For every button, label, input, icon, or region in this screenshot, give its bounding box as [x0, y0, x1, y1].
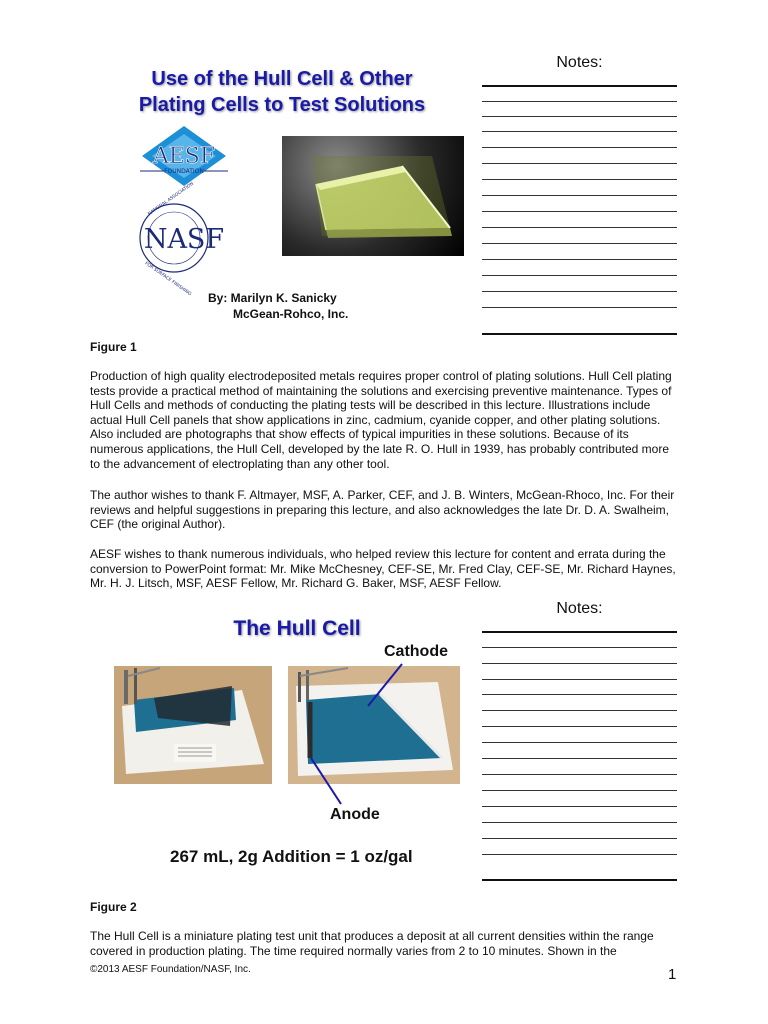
slide-figure-1 [92, 46, 677, 336]
slide-figure-2 [92, 592, 677, 882]
notes-label: Notes: [556, 54, 603, 71]
footer-copyright: ©2013 AESF Foundation/NASF, Inc. [90, 964, 251, 975]
figure-2-label: Figure 2 [90, 900, 137, 914]
paragraph-intro: Production of high quality electrodeposited metals requires proper control of plating solutions. Hull Cell plating tests provide a practical method of maintaining the solutions and exercising preventive maintenance. Types of Hull Cells and methods of conducting the plating tests will be described in this lecture. Illustrations include actual Hull Cell panels that show applications in zinc, cadmium, cyanide copper, and other plating solutions. Also included are photographs that show effects of typical impurities in these solutions. Because of its numerous applications, the Hull Cell, developed by the late R. O. Hull in 1939, has probably contributed more to the advancement of electroplating than any other tool. [90, 369, 672, 471]
hull-cell-photo [282, 136, 464, 256]
cathode-label: Cathode [384, 643, 448, 660]
paragraph-acknowledgement-author: The author wishes to thank F. Altmayer, MSF, A. Parker, CEF, and J. B. Winters, McGean-Rhoco, Inc. For their reviews and helpful suggestions in preparing this lecture, and also acknowledges the late Dr. D. A. Swalheim, CEF (the original Author). [90, 488, 675, 532]
nasf-ring-bottom: FOR SURFACE FINISHING [143, 261, 192, 298]
aesf-logo-sub: FOUNDATION [164, 168, 204, 175]
page-number: 1 [668, 966, 677, 983]
nasf-logo [134, 181, 234, 298]
notes-label: Notes: [556, 600, 603, 617]
paragraph-acknowledgement-aesf: AESF wishes to thank numerous individuals, who helped review this lecture for content and errata during the conversion to PowerPoint format: Mr. Mike McChesney, CEF-SE, Mr. Fred Clay, CEF-SE, Mr. Richard Haynes, Mr. H. J. Litsch, MSF, AESF Fellow, Mr. Richard G. Baker, MSF, AESF Fellow. [90, 547, 676, 591]
author-byline [208, 290, 348, 322]
addition-formula: 267 mL, 2g Addition = 1 oz/gal [170, 847, 413, 866]
byline-company: McGean-Rohco, Inc. [233, 307, 349, 321]
anode-label: Anode [330, 806, 380, 823]
byline-author: By: Marilyn K. Sanicky [208, 291, 337, 305]
slide-title-line-1: Use of the Hull Cell & Other [151, 68, 413, 90]
nasf-ring-top: NATIONAL ASSOCIATION [147, 181, 195, 218]
figure-1-label: Figure 1 [90, 340, 137, 354]
nasf-logo-text: NASF [143, 224, 225, 255]
aesf-logo-text: AESF [152, 144, 216, 169]
paragraph-hull-cell-description: The Hull Cell is a miniature plating test unit that produces a deposit at all current densities within the range covered in production plating. The time required normally varies from 2 to 10 minutes. Shown in the [90, 929, 654, 958]
aesf-foundation-logo [134, 124, 234, 189]
slide-title: The Hull Cell [233, 617, 361, 640]
callout-arrows [92, 592, 512, 832]
slide-title-line-2: Plating Cells to Test Solutions [138, 94, 426, 116]
